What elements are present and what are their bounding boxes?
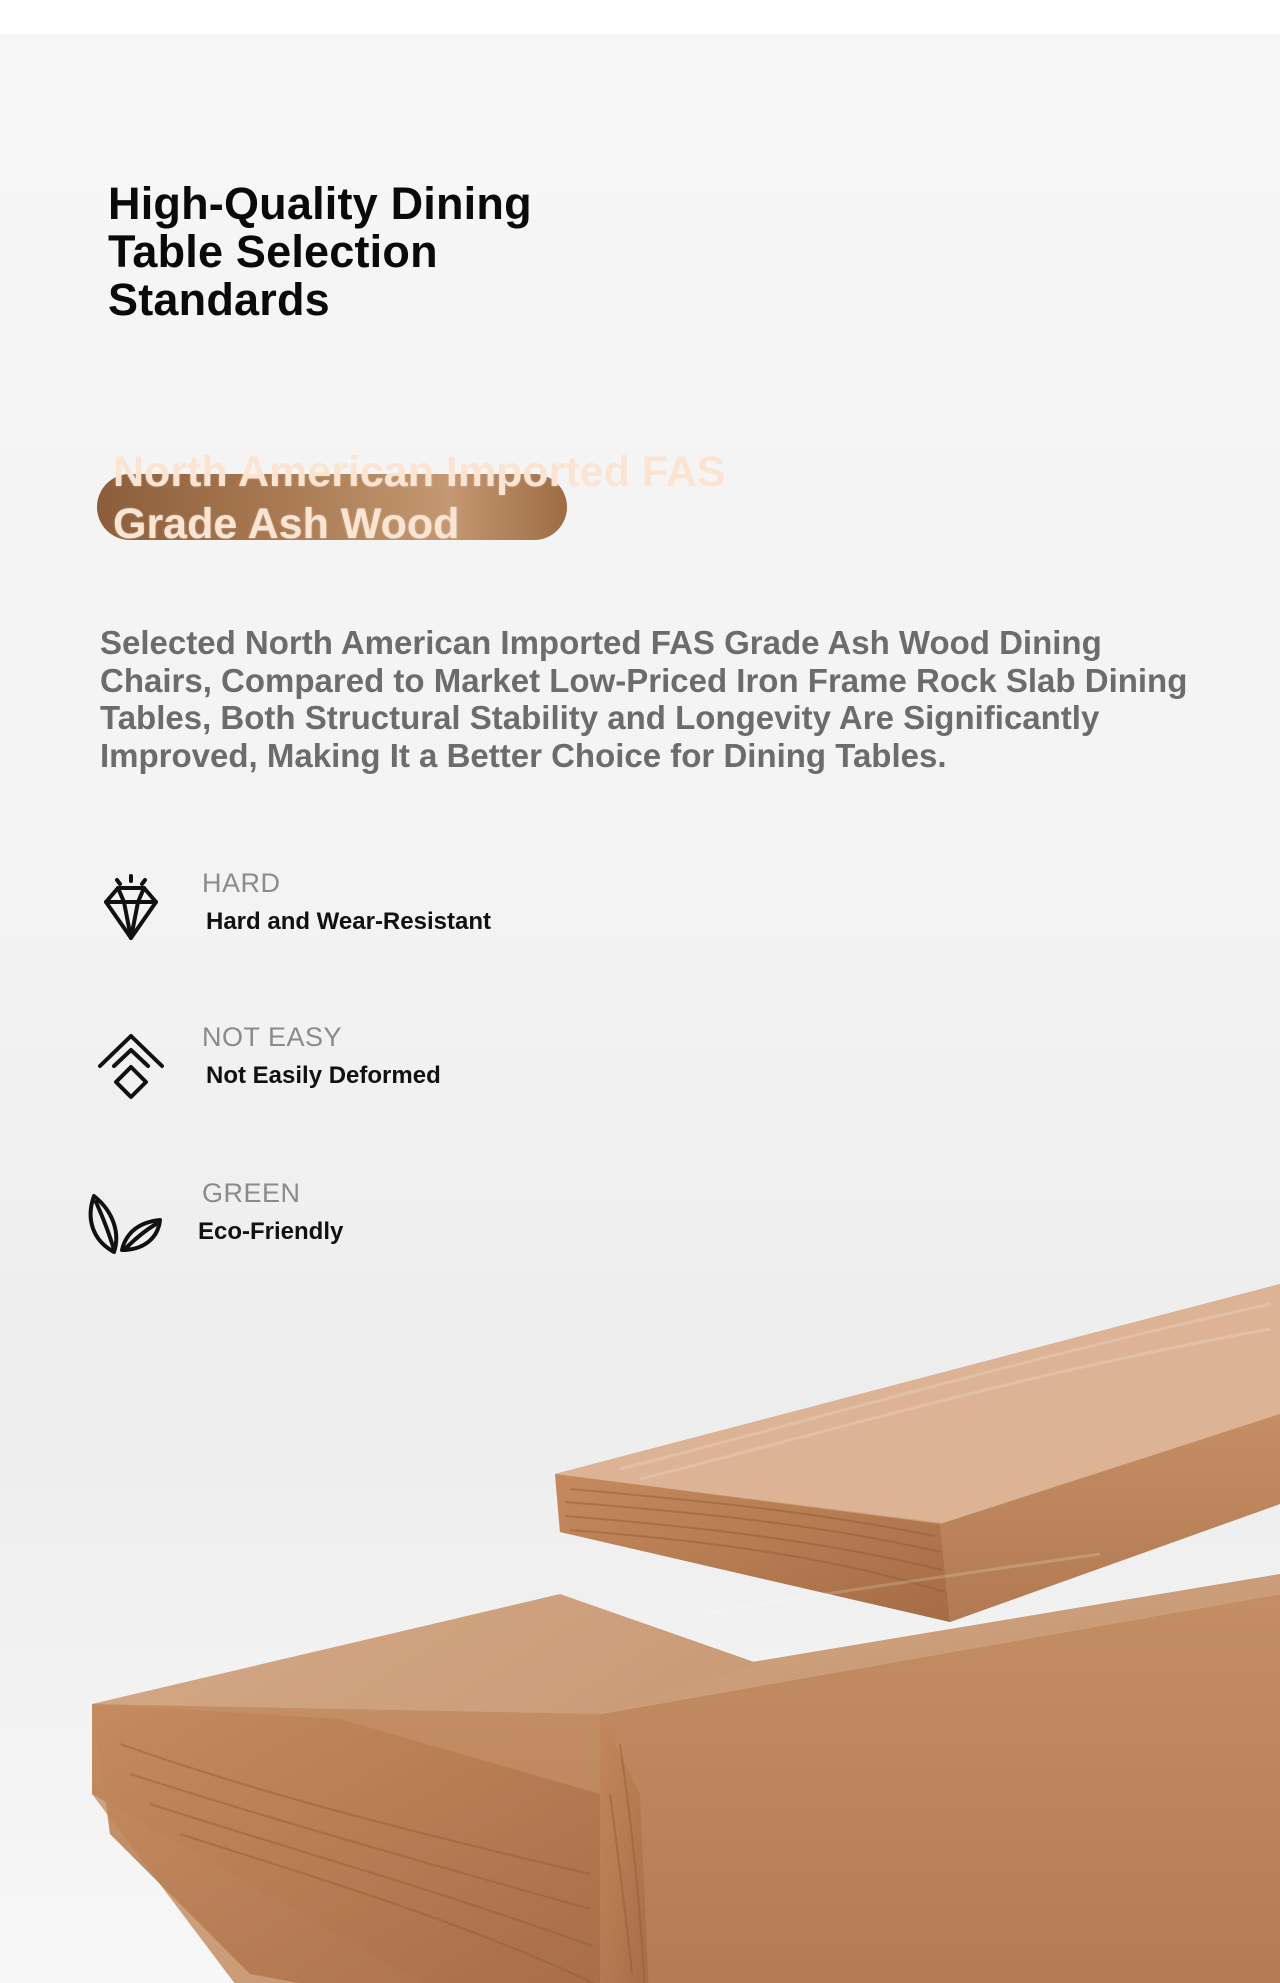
feature-label: Hard and Wear-Resistant — [206, 908, 491, 935]
feature-tag: HARD — [202, 868, 281, 898]
wood-boards-image — [0, 1274, 1280, 1983]
page-title: High-Quality Dining Table Selection Standards — [108, 178, 532, 325]
feature-item-hard — [86, 868, 606, 968]
feature-tag: GREEN — [202, 1178, 301, 1208]
leaves-icon — [80, 1178, 170, 1268]
diamond-icon — [86, 868, 176, 958]
feature-item-green — [86, 1178, 606, 1278]
feature-label: Eco-Friendly — [198, 1218, 344, 1245]
stacked-diamond-icon — [86, 1022, 176, 1112]
material-badge — [97, 446, 726, 552]
feature-item-not-easy — [86, 1022, 606, 1122]
material-label: North American Imported FAS Grade Ash Wood — [113, 448, 726, 548]
intro-paragraph: Selected North American Imported FAS Grade Ash Wood Dining Chairs, Compared to Market Low-Priced Iron Frame Rock Slab Dining Tables, Both Structural Stability and Longevity Are Significantly Improved, Making It a Better Choice for Dining Tables. — [100, 624, 1188, 774]
product-panel — [0, 34, 1280, 1983]
feature-label: Not Easily Deformed — [206, 1062, 441, 1089]
feature-tag: NOT EASY — [202, 1022, 343, 1052]
